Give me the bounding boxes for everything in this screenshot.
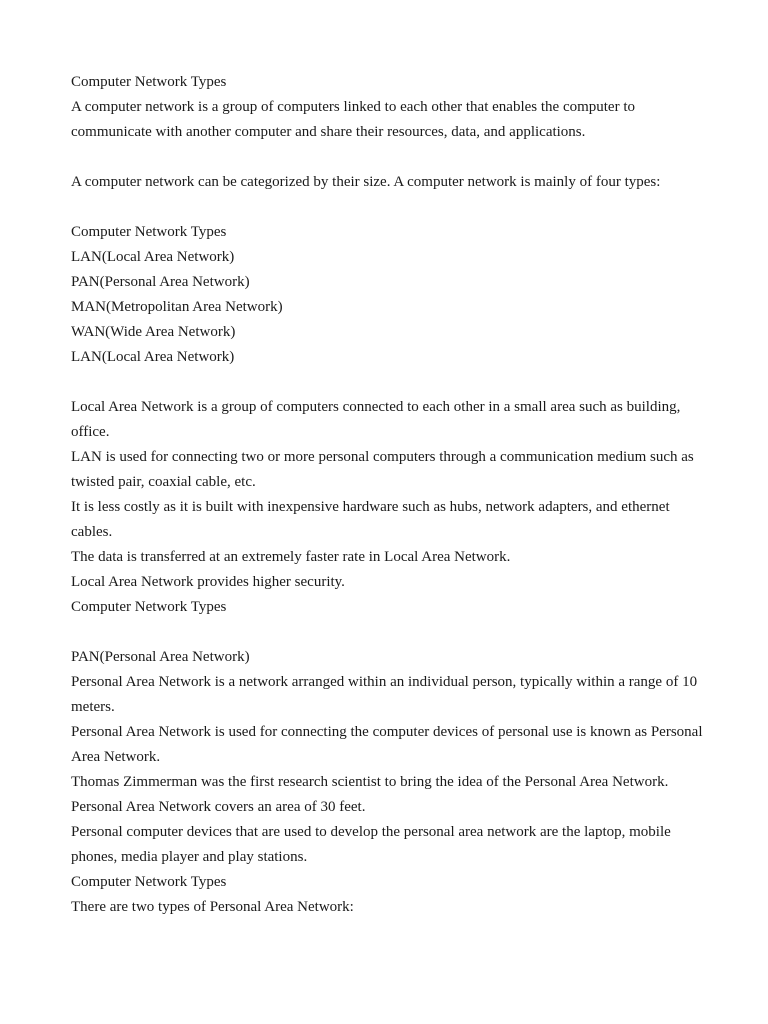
pan-paragraph: Personal Area Network is a network arranged within an individual person, typically within a range of 10 meters. — [71, 674, 698, 715]
intro-paragraph: A computer network is a group of computers linked to each other that enables the computer to communicate with another computer and share their resources, data, and applications. — [71, 99, 636, 140]
document-page — [71, 70, 711, 920]
paragraph-gap — [71, 145, 711, 170]
lan-paragraph: Local Area Network provides higher security. — [71, 574, 345, 590]
network-type-item: PAN(Personal Area Network) — [71, 274, 250, 290]
pan-paragraph: Thomas Zimmerman was the first research scientist to bring the idea of the Personal Area Network. — [71, 774, 669, 790]
network-type-item: MAN(Metropolitan Area Network) — [71, 299, 283, 315]
section-heading: Computer Network Types — [71, 874, 227, 890]
lan-paragraph: Local Area Network is a group of computers connected to each other in a small area such as building, office. — [71, 399, 681, 440]
network-type-item: LAN(Local Area Network) — [71, 249, 235, 265]
lan-paragraph: LAN is used for connecting two or more personal computers through a communication medium such as twisted pair, coaxial cable, etc. — [71, 449, 694, 490]
pan-paragraph: Personal computer devices that are used to develop the personal area network are the laptop, mobile phones, media player and play stations. — [71, 824, 671, 865]
paragraph-gap — [71, 195, 711, 220]
pan-heading: PAN(Personal Area Network) — [71, 649, 250, 665]
network-type-item: LAN(Local Area Network) — [71, 349, 235, 365]
pan-paragraph: Personal Area Network covers an area of 30 feet. — [71, 799, 366, 815]
section-heading: Computer Network Types — [71, 224, 227, 240]
network-type-item: WAN(Wide Area Network) — [71, 324, 236, 340]
section-heading: Computer Network Types — [71, 599, 227, 615]
paragraph-gap — [71, 620, 711, 645]
document-heading: Computer Network Types — [71, 74, 227, 90]
pan-types-intro: There are two types of Personal Area Network: — [71, 899, 354, 915]
paragraph-gap — [71, 370, 711, 395]
intro-paragraph: A computer network can be categorized by their size. A computer network is mainly of four types: — [71, 174, 661, 190]
lan-paragraph: The data is transferred at an extremely faster rate in Local Area Network. — [71, 549, 511, 565]
pan-paragraph: Personal Area Network is used for connecting the computer devices of personal use is known as Personal Area Network. — [71, 724, 703, 765]
lan-paragraph: It is less costly as it is built with inexpensive hardware such as hubs, network adapters, and ethernet cables. — [71, 499, 670, 540]
